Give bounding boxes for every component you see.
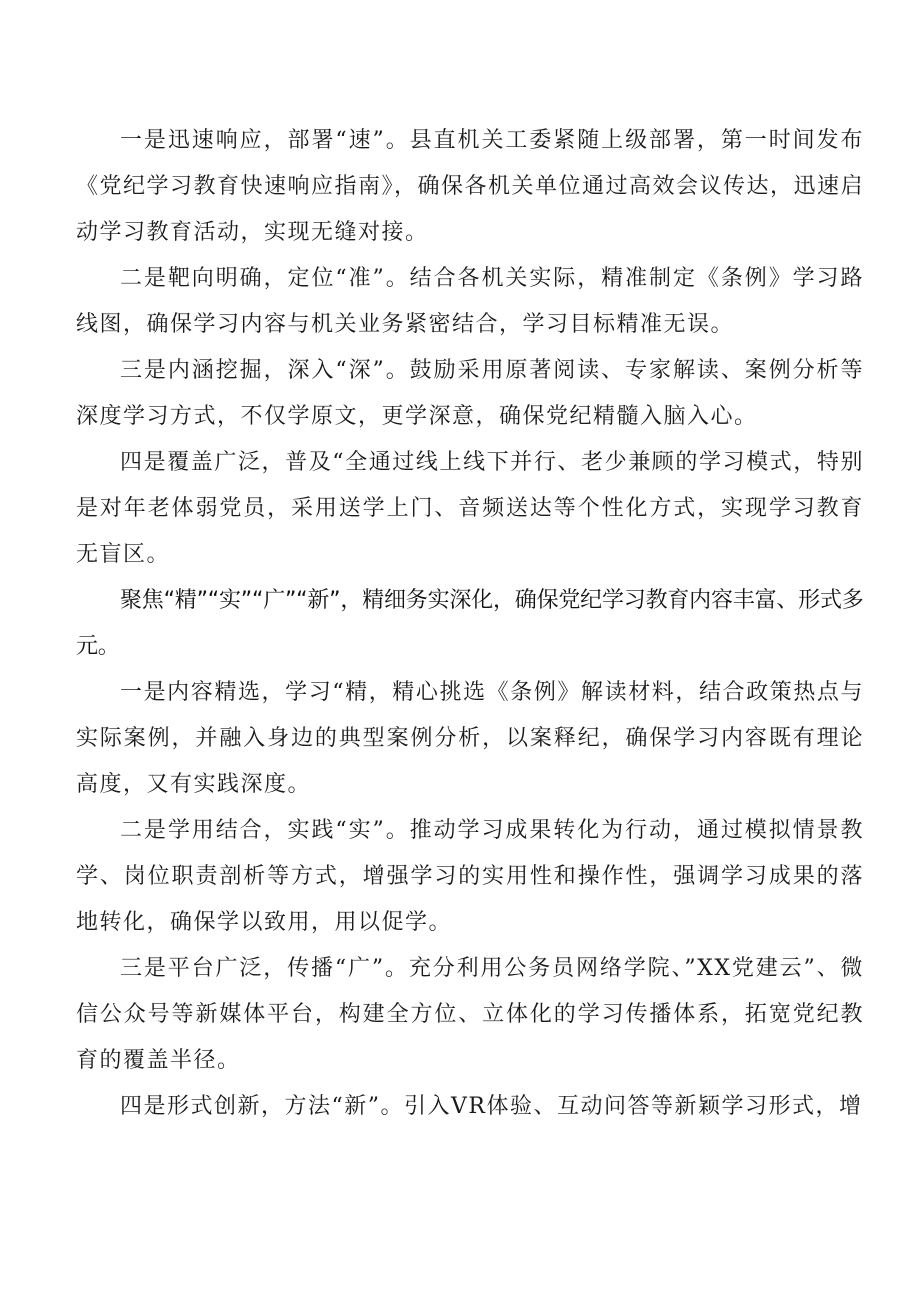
paragraph-4: 四是覆盖广泛，普及“全通过线上线下并行、老少兼顾的学习模式，特别是对年老体弱党员，采用送学上门、音频送达等个性化方式，实现学习教育无盲区。 [76, 450, 864, 567]
paragraph-3: 三是内涵挖掘，深入“深”。鼓励采用原著阅读、专家解读、案例分析等深度学习方式，不仅学原文，更学深意，确保党纪精髓入脑入心。 [76, 358, 864, 429]
paragraph-6: 二是学用结合，实践“实”。推动学习成果转化为行动，通过模拟情景教学、岗位职责剖析等方式，增强学习的实用性和操作性，强调学习成果的落地转化，确保学以致用，用以促学。 [76, 818, 864, 935]
paragraph-7: 三是平台广泛，传播“广”。充分利用公务员网络学院、”XX党建云”、微信公众号等新媒体平台，构建全方位、立体化的学习传播体系，拓宽党纪教育的覆盖半径。 [76, 956, 864, 1073]
paragraph-2: 二是靶向明确，定位“准”。结合各机关实际，精准制定《条例》学习路线图，确保学习内容与机关业务紧密结合，学习目标精准无误。 [76, 266, 864, 337]
section-heading: 聚焦“精”“实”“广”“新”，精细务实深化，确保党纪学习教育内容丰富、形式多元。 [76, 588, 864, 659]
paragraph-1: 一是迅速响应，部署“速”。县直机关工委紧随上级部署，第一时间发布《党纪学习教育快速响应指南》，确保各机关单位通过高效会议传达，迅速启动学习教育活动，实现无缝对接。 [76, 128, 865, 245]
paragraph-8: 四是形式创新，方法“新”。引入VR体验、互动问答等新颖学习形式，增 [120, 1094, 863, 1119]
paragraph-5: 一是内容精选，学习“精，精心挑选《条例》解读材料，结合政策热点与实际案例，并融入身边的典型案例分析，以案释纪，确保学习内容既有理论高度，又有实践深度。 [76, 680, 864, 797]
